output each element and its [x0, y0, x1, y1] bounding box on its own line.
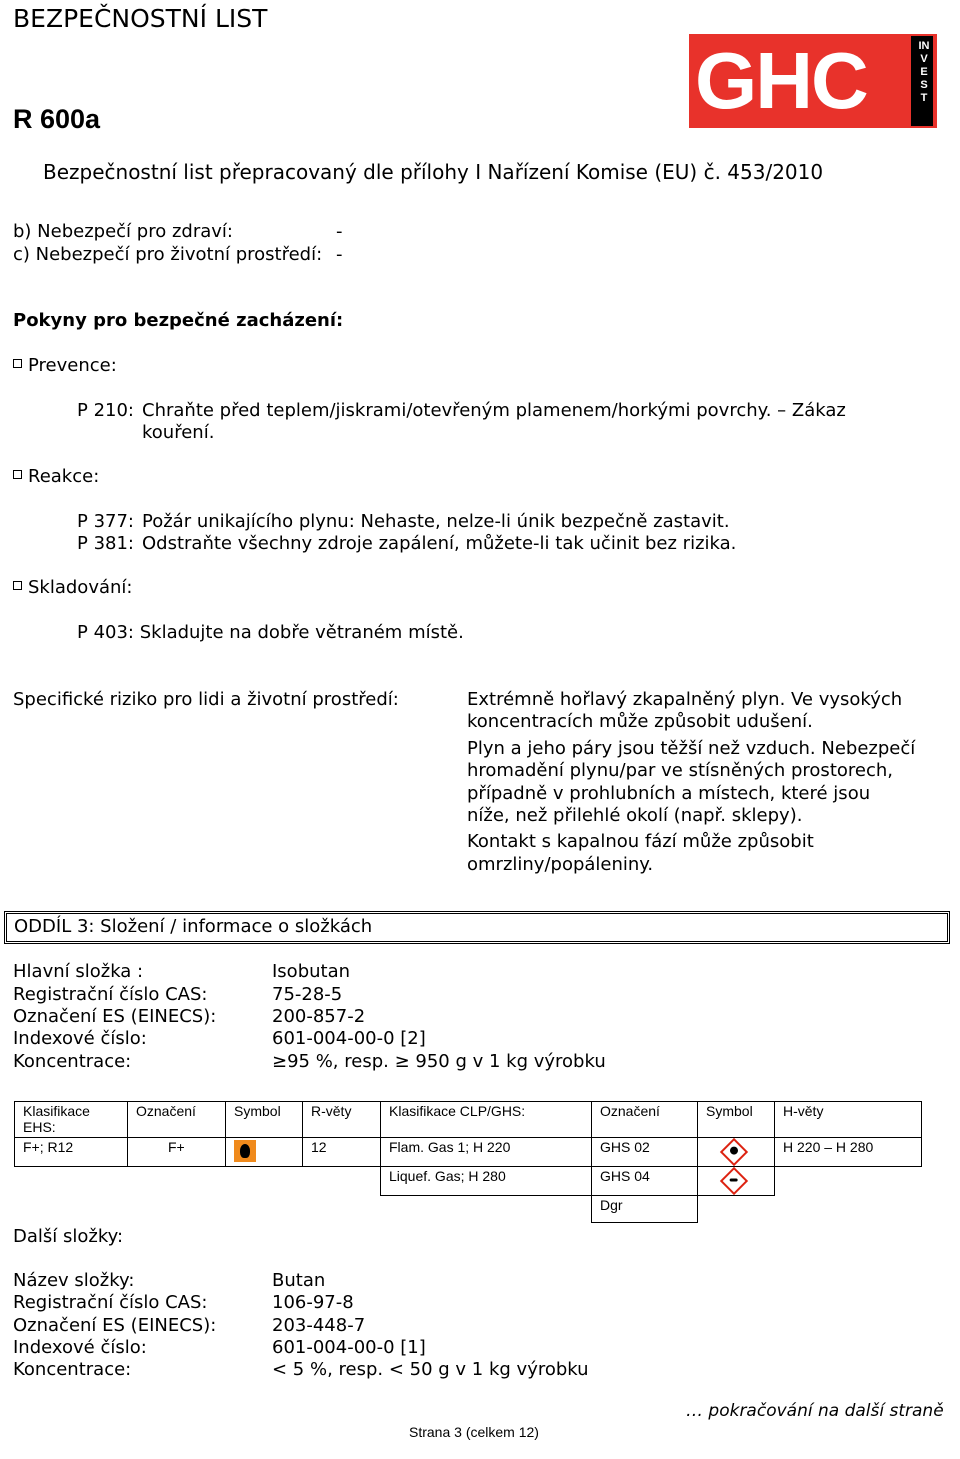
main-component-label: Hlavní složka :: [13, 961, 144, 982]
table-header-cell: Klasifikace EHS:: [15, 1102, 128, 1138]
flame-symbol-cell: [226, 1138, 303, 1167]
table-cell: 12: [303, 1138, 381, 1167]
logo-side-bar: [911, 36, 933, 126]
other-es-label: Označení ES (EINECS):: [13, 1315, 217, 1336]
storage-heading: [13, 577, 132, 598]
other-conc-value: < 5 %, resp. < 50 g v 1 kg výrobku: [272, 1359, 589, 1380]
p210-text-line1: Chraňte před teplem/jiskrami/otevřeným plamenem/horkými povrchy. – Zákaz: [142, 400, 846, 421]
reaction-heading: [13, 466, 99, 487]
ghs02-symbol-cell: [698, 1138, 775, 1167]
classification-table: [14, 1101, 922, 1223]
index-label: Indexové číslo:: [13, 1028, 147, 1049]
specific-risk-line: koncentracích může způsobit udušení.: [467, 711, 813, 732]
table-header-row: [15, 1102, 922, 1138]
other-cas-value: 106-97-8: [272, 1292, 354, 1313]
page-number: Strana 3 (celkem 12): [409, 1424, 539, 1440]
p210-text-line2: kouření.: [142, 422, 215, 443]
table-header-cell: H-věty: [775, 1102, 922, 1138]
specific-risk-label: Specifické riziko pro lidi a životní prostředí:: [13, 689, 399, 710]
p377-code: P 377:: [77, 511, 134, 532]
table-header-cell: Symbol: [226, 1102, 303, 1138]
document-title: BEZPEČNOSTNÍ LIST: [13, 4, 268, 33]
main-component-value: Isobutan: [272, 961, 351, 982]
bullet-icon: [13, 359, 22, 368]
table-cell: H 220 – H 280: [775, 1138, 922, 1167]
prevention-label: Prevence:: [28, 355, 117, 376]
storage-label: Skladování:: [28, 577, 133, 598]
product-name: R 600a: [13, 104, 101, 134]
p403-text: P 403: Skladujte na dobře větraném místě.: [77, 622, 464, 643]
specific-risk-line: Extrémně hořlavý zkapalněný plyn. Ve vysokých: [467, 689, 903, 710]
es-value: 200-857-2: [272, 1006, 366, 1027]
flame-icon: [234, 1140, 256, 1162]
concentration-value: ≥95 %, resp. ≥ 950 g v 1 kg výrobku: [272, 1051, 606, 1072]
other-cas-label: Registrační číslo CAS:: [13, 1292, 208, 1313]
table-header-cell: Označení: [592, 1102, 698, 1138]
table-header-cell: Označení: [128, 1102, 226, 1138]
p381-code: P 381:: [77, 533, 134, 554]
specific-risk-line: níže, než přilehlé okolí (např. sklepy).: [467, 805, 803, 826]
table-cell: Flam. Gas 1; H 220: [381, 1138, 592, 1167]
table-header-cell: Symbol: [698, 1102, 775, 1138]
table-row: [15, 1196, 922, 1223]
p381-text: Odstraňte všechny zdroje zapálení, můžete-li tak učinit bez rizika.: [142, 533, 737, 554]
health-hazard-value: -: [336, 221, 343, 242]
table-cell: F+; R12: [15, 1138, 128, 1167]
document-subtitle: Bezpečnostní list přepracovaný dle přílohy I Nařízení Komise (EU) č. 453/2010: [43, 160, 824, 184]
ghs-gas-cylinder-icon: [720, 1167, 748, 1195]
continued-note: … pokračování na další straně: [686, 1401, 944, 1421]
section3-title: ODDÍL 3: Složení / informace o složkách: [14, 916, 373, 937]
bullet-icon: [13, 581, 22, 590]
logo-letters: GHC: [695, 36, 867, 125]
other-name-label: Název složky:: [13, 1270, 135, 1291]
table-header-cell: R-věty: [303, 1102, 381, 1138]
ghs-flame-icon: [720, 1138, 748, 1166]
table-cell: F+: [128, 1138, 226, 1167]
prevention-heading: [13, 355, 117, 376]
specific-risk-line: Plyn a jeho páry jsou těžší než vzduch. Nebezpečí: [467, 738, 916, 759]
other-name-value: Butan: [272, 1270, 326, 1291]
es-label: Označení ES (EINECS):: [13, 1006, 217, 1027]
p377-text: Požár unikajícího plynu: Nehaste, nelze-li únik bezpečně zastavit.: [142, 511, 730, 532]
other-conc-label: Koncentrace:: [13, 1359, 132, 1380]
table-cell: GHS 04: [592, 1167, 698, 1196]
other-es-value: 203-448-7: [272, 1315, 366, 1336]
other-index-label: Indexové číslo:: [13, 1337, 147, 1358]
reaction-label: Reakce:: [28, 466, 100, 487]
table-cell: Dgr: [592, 1196, 698, 1223]
env-hazard-label: c) Nebezpečí pro životní prostředí:: [13, 244, 323, 265]
table-row: [15, 1167, 922, 1196]
section3-heading-box: [4, 911, 950, 944]
specific-risk-line: případně v prohlubních a místech, které jsou: [467, 783, 871, 804]
table-row: [15, 1138, 922, 1167]
index-value: 601-004-00-0 [2]: [272, 1028, 426, 1049]
specific-risk-line: hromadění plynu/par ve stísněných prostorech,: [467, 760, 893, 781]
bullet-icon: [13, 470, 22, 479]
cas-label: Registrační číslo CAS:: [13, 984, 208, 1005]
p210-code: P 210:: [77, 400, 134, 421]
other-components-label: Další složky:: [13, 1226, 124, 1247]
table-cell: GHS 02: [592, 1138, 698, 1167]
env-hazard-value: -: [336, 244, 343, 265]
table-header-cell: Klasifikace CLP/GHS:: [381, 1102, 592, 1138]
other-index-value: 601-004-00-0 [1]: [272, 1337, 426, 1358]
ghs04-symbol-cell: [698, 1167, 775, 1196]
specific-risk-line: Kontakt s kapalnou fází může způsobit: [467, 831, 814, 852]
logo-side-text: INVEST: [918, 40, 930, 104]
precautions-heading: Pokyny pro bezpečné zacházení:: [13, 310, 344, 331]
specific-risk-line: omrzliny/popáleniny.: [467, 854, 654, 875]
company-logo: [689, 34, 937, 128]
concentration-label: Koncentrace:: [13, 1051, 132, 1072]
health-hazard-label: b) Nebezpečí pro zdraví:: [13, 221, 233, 242]
cas-value: 75-28-5: [272, 984, 343, 1005]
table-cell: Liquef. Gas; H 280: [381, 1167, 592, 1196]
